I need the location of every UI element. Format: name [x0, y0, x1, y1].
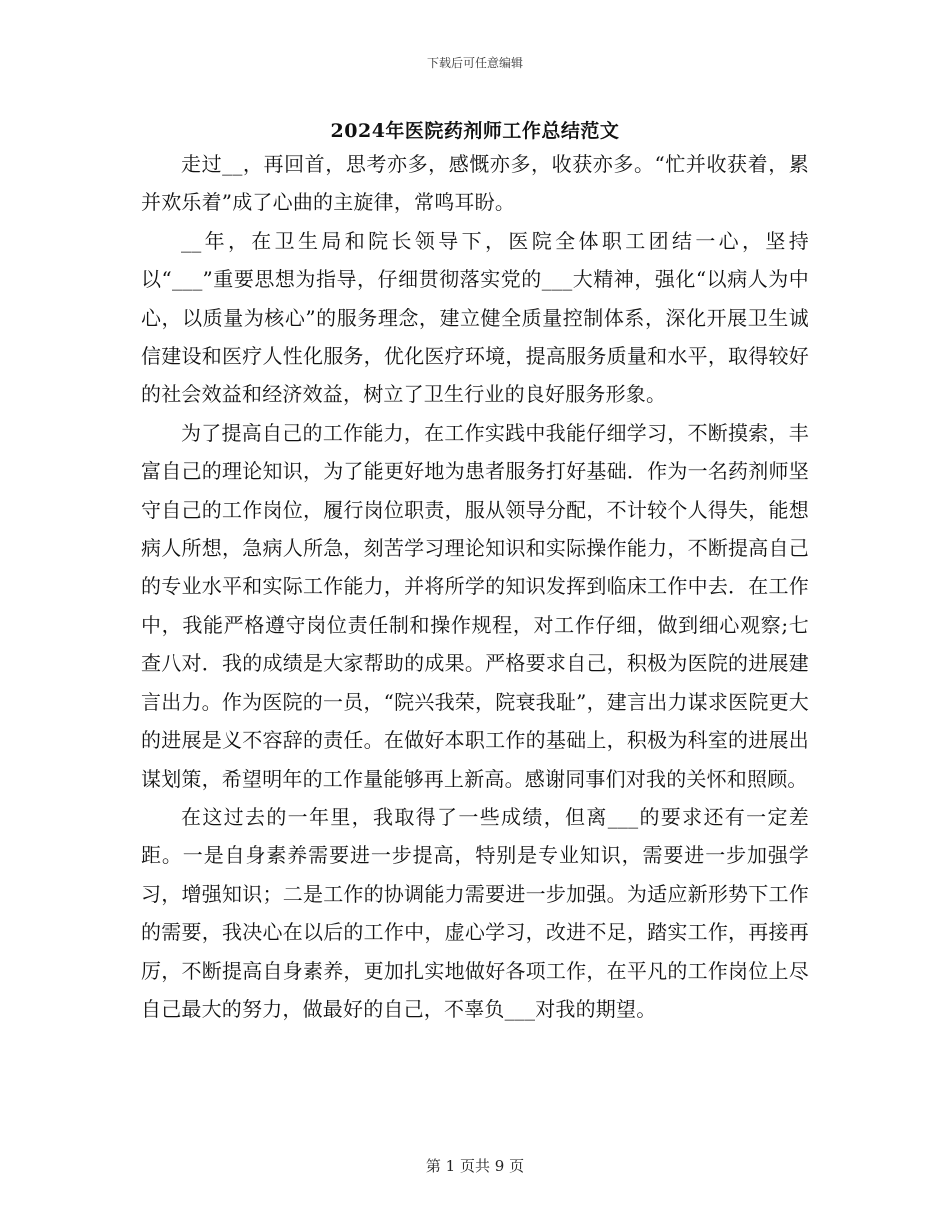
paragraph-1: 走过__，再回首，思考亦多，感慨亦多，收获亦多。“忙并收获着，累并欢乐着”成了心曲的主旋律，常鸣耳盼。 — [141, 152, 809, 215]
header-note: 下载后可任意编辑 — [426, 56, 523, 70]
paragraph-2: __年，在卫生局和院长领导下，医院全体职工团结一心，坚持以“___”重要思想为指导，仔细贯彻落实党的___大精神，强化“以病人为中心，以质量为核心”的服务理念，建立健全质量控制体系，深化开展卫生诚信建设和医疗人性化服务，优化医疗环境，提高服务质量和水平，取得较好的社会效益和经济效益，树立了卫生行业的良好服务形象。 — [141, 228, 809, 407]
paragraph-3: 为了提高自己的工作能力，在工作实践中我能仔细学习，不断摸索，丰富自己的理论知识，为了能更好地为患者服务打好基础．作为一名药剂师坚守自己的工作岗位，履行岗位职责，服从领导分配，不计较个人得失，能想病人所想，急病人所急，刻苦学习理论知识和实际操作能力，不断提高自己的专业水平和实际工作能力，并将所学的知识发挥到临床工作中去．在工作中，我能严格遵守岗位责任制和操作规程，对工作仔细，做到细心观察;七查八对．我的成绩是大家帮助的成果。严格要求自己，积极为医院的进展建言出力。作为医院的一员，“院兴我荣，院衰我耻”，建言出力谋求医院更大的进展是义不容辞的责任。在做好本职工作的基础上，积极为科室的进展出谋划策，希望明年的工作量能够再上新高。感谢同事们对我的关怀和照顾。 — [141, 420, 809, 791]
page-footer: 第 1 页共 9 页 — [425, 1157, 525, 1175]
paragraph-4: 在这过去的一年里，我取得了一些成绩，但离___的要求还有一定差距。一是自身素养需要进一步提高，特别是专业知识，需要进一步加强学习，增强知识；二是工作的协调能力需要进一步加强。为适应新形势下工作的需要，我决心在以后的工作中，虚心学习，改进不足，踏实工作，再接再厉，不断提高自身素养，更加扎实地做好各项工作，在平凡的工作岗位上尽自己最大的努力，做最好的自己，不辜负___对我的期望。 — [141, 804, 809, 1021]
document-body — [141, 145, 809, 1028]
document-title: 2024年医院药剂师工作总结范文 — [330, 120, 620, 142]
